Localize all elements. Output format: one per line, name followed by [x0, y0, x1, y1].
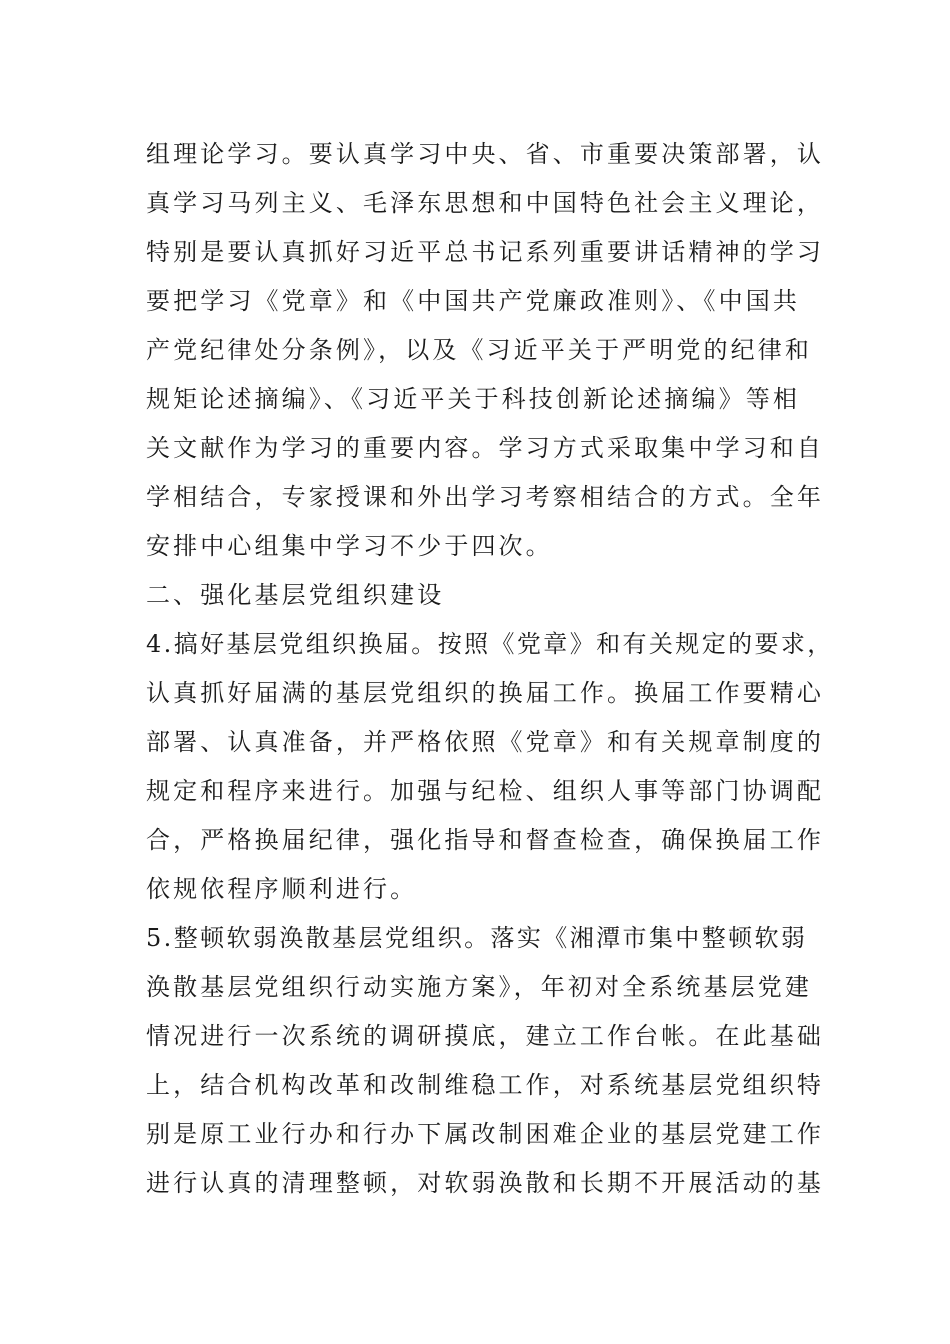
text-line: 认真抓好届满的基层党组织的换届工作。换届工作要精心 [146, 679, 824, 707]
text-line: 组理论学习。要认真学习中央、省、市重要决策部署，认 [146, 140, 824, 168]
text-line: 上，结合机构改革和改制维稳工作，对系统基层党组织特 [146, 1071, 824, 1099]
section-heading: 二、强化基层党组织建设 [146, 581, 445, 609]
text-line: 部署、认真准备，并严格依照《党章》和有关规章制度的 [146, 728, 824, 756]
text-line: 真学习马列主义、毛泽东思想和中国特色社会主义理论， [146, 189, 824, 217]
text-line: 合，严格换届纪律，强化指导和督查检查，确保换届工作 [146, 826, 824, 854]
text-line: 产党纪律处分条例》，以及《习近平关于严明党的纪律和 [146, 336, 812, 364]
text-line: 别是原工业行办和行办下属改制困难企业的基层党建工作 [146, 1120, 824, 1148]
text-line: 安排中心组集中学习不少于四次。 [146, 532, 553, 560]
text-line: 4.搞好基层党组织换届。按照《党章》和有关规定的要求， [146, 630, 834, 658]
text-line: 规定和程序来进行。加强与纪检、组织人事等部门协调配 [146, 777, 824, 805]
document-body [146, 130, 834, 1208]
text-line: 进行认真的清理整顿，对软弱涣散和长期不开展活动的基 [146, 1169, 824, 1197]
text-line: 要把学习《党章》和《中国共产党廉政准则》、《中国共 [146, 287, 800, 315]
text-line: 关文献作为学习的重要内容。学习方式采取集中学习和自 [146, 434, 824, 462]
text-line: 学相结合，专家授课和外出学习考察相结合的方式。全年 [146, 483, 824, 511]
text-line: 涣散基层党组织行动实施方案》，年初对全系统基层党建 [146, 973, 812, 1001]
text-line: 依规依程序顺利进行。 [146, 875, 418, 903]
text-line: 规矩论述摘编》、《习近平关于科技创新论述摘编》等相 [146, 385, 800, 413]
text-line: 5.整顿软弱涣散基层党组织。落实《湘潭市集中整顿软弱 [146, 924, 808, 952]
text-line: 特别是要认真抓好习近平总书记系列重要讲话精神的学习 [146, 238, 824, 266]
text-line: 情况进行一次系统的调研摸底，建立工作台帐。在此基础 [146, 1022, 824, 1050]
